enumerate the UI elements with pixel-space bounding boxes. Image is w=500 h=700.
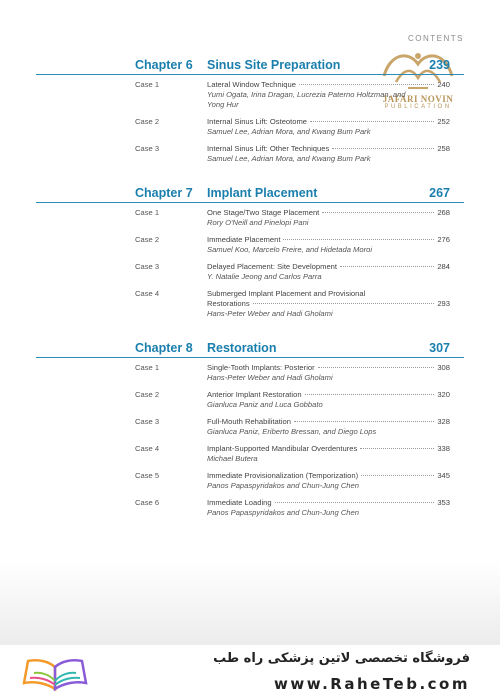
chapter-section xyxy=(0,339,500,518)
chapter-section xyxy=(0,184,500,319)
entry-authors: Y. Natalie Jeong and Carlos Parra xyxy=(207,272,322,281)
toc-entry[interactable] xyxy=(135,208,450,228)
entry-title-row xyxy=(207,363,450,373)
case-number: Case 3 xyxy=(135,262,160,271)
entry-body xyxy=(207,363,450,383)
entry-title-row xyxy=(207,444,450,454)
entry-title: Lateral Window Technique xyxy=(207,80,296,89)
chapter-number: Chapter 8 xyxy=(135,341,193,355)
chapter-page-number: 267 xyxy=(429,186,450,200)
running-head: CONTENTS xyxy=(408,34,464,43)
chapter-number: Chapter 7 xyxy=(135,186,193,200)
entry-title-row xyxy=(207,299,450,309)
entry-title: Implant-Supported Mandibular Overdentures xyxy=(207,444,358,453)
entry-title: Delayed Placement: Site Development xyxy=(207,262,338,271)
toc-entry[interactable] xyxy=(135,417,450,437)
entry-title: Restorations xyxy=(207,299,250,308)
entry-authors: Yong Hur xyxy=(207,100,239,109)
entry-title: Immediate Loading xyxy=(207,498,272,507)
chapter-page-number: 307 xyxy=(429,341,450,355)
dot-leader xyxy=(322,212,434,213)
entry-title: Immediate Provisionalization (Temporization) xyxy=(207,471,359,480)
entry-page-number: 345 xyxy=(437,471,450,480)
case-number: Case 4 xyxy=(135,444,160,453)
entry-title: Internal Sinus Lift: Osteotome xyxy=(207,117,308,126)
dot-leader xyxy=(310,121,434,122)
entry-page-number: 276 xyxy=(437,235,450,244)
entry-authors: Gianluca Paniz and Luca Gobbato xyxy=(207,400,323,409)
entry-title: Full-Mouth Rehabilitation xyxy=(207,417,291,426)
entry-title: Anterior Implant Restoration xyxy=(207,390,302,399)
entry-title-row xyxy=(207,80,450,90)
entry-body xyxy=(207,235,450,255)
entry-title-row xyxy=(207,471,450,481)
case-number: Case 2 xyxy=(135,390,160,399)
entry-body xyxy=(207,117,450,137)
chapter-page-number: 239 xyxy=(429,58,450,72)
entry-body xyxy=(207,80,450,110)
case-number: Case 5 xyxy=(135,471,160,480)
dot-leader xyxy=(283,239,434,240)
entry-authors: Samuel Lee, Adrian Mora, and Kwang Bum Park xyxy=(207,127,371,136)
case-number: Case 3 xyxy=(135,417,160,426)
shop-name: فروشگاه تخصصی لاتین پزشکی راه طب xyxy=(213,651,470,666)
entry-authors: Samuel Koo, Marcelo Freire, and Hidetada Moroi xyxy=(207,245,373,254)
toc-entry[interactable] xyxy=(135,390,450,410)
entry-title-row xyxy=(207,262,450,272)
entry-title-line: Submerged Implant Placement and Provisional xyxy=(207,289,366,298)
entry-page-number: 252 xyxy=(437,117,450,126)
dot-leader xyxy=(360,448,434,449)
entry-title-row xyxy=(207,390,450,400)
entry-authors: Rory O'Neill and Pinelopi Pani xyxy=(207,218,309,227)
chapter-heading[interactable] xyxy=(135,339,450,357)
case-list xyxy=(0,203,500,319)
entry-authors: Samuel Lee, Adrian Mora, and Kwang Bum Park xyxy=(207,154,371,163)
entry-body xyxy=(207,390,450,410)
entry-body xyxy=(207,208,450,228)
entry-authors: Gianluca Paniz, Eriberto Bressan, and Diego Lops xyxy=(207,427,377,436)
chapter-heading[interactable] xyxy=(135,184,450,202)
case-number: Case 1 xyxy=(135,208,160,217)
watermark-subtitle: PUBLICATION xyxy=(384,104,452,110)
entry-title: Internal Sinus Lift: Other Techniques xyxy=(207,144,330,153)
case-number: Case 2 xyxy=(135,117,160,126)
case-number: Case 4 xyxy=(135,289,160,298)
dot-leader xyxy=(340,266,434,267)
dot-leader xyxy=(332,148,434,149)
chapter-title: Implant Placement xyxy=(207,186,318,200)
toc-entry[interactable] xyxy=(135,80,450,110)
case-number: Case 1 xyxy=(135,363,160,372)
watermark-name: JAFARI NOVIN xyxy=(382,94,454,104)
entry-title: Immediate Placement xyxy=(207,235,281,244)
toc-entry[interactable] xyxy=(135,144,450,164)
entry-page-number: 293 xyxy=(437,299,450,308)
open-book-logo-icon xyxy=(20,653,90,695)
entry-authors: Panos Papaspyridakos and Chun-Jung Chen xyxy=(207,508,359,517)
dot-leader xyxy=(275,502,435,503)
entry-page-number: 258 xyxy=(437,144,450,153)
shop-url-link[interactable]: www.RaheTeb.com xyxy=(273,675,470,693)
dot-leader xyxy=(361,475,434,476)
entry-body xyxy=(207,289,450,319)
entry-authors: Hans-Peter Weber and Hadi Gholami xyxy=(207,309,333,318)
entry-authors: Hans-Peter Weber and Hadi Gholami xyxy=(207,373,333,382)
entry-page-number: 320 xyxy=(437,390,450,399)
case-number: Case 1 xyxy=(135,80,160,89)
entry-authors: Panos Papaspyridakos and Chun-Jung Chen xyxy=(207,481,359,490)
toc-entry[interactable] xyxy=(135,262,450,282)
toc-entry[interactable] xyxy=(135,117,450,137)
entry-body xyxy=(207,498,450,518)
entry-title-row xyxy=(207,417,450,427)
chapter-title: Restoration xyxy=(207,341,277,355)
chapter-title: Sinus Site Preparation xyxy=(207,58,341,72)
case-number: Case 2 xyxy=(135,235,160,244)
chapter-heading[interactable] xyxy=(135,56,450,74)
entry-page-number: 328 xyxy=(437,417,450,426)
entry-page-number: 353 xyxy=(437,498,450,507)
toc-entry[interactable] xyxy=(135,363,450,383)
chapter-section xyxy=(0,56,500,164)
entry-title-row xyxy=(207,117,450,127)
entry-page-number: 338 xyxy=(437,444,450,453)
chapter-number: Chapter 6 xyxy=(135,58,193,72)
entry-authors: Yumi Ogata, Irina Dragan, Lucrezia Paterno Holtzman, and xyxy=(207,90,406,99)
entry-title: Single-Tooth Implants: Posterior xyxy=(207,363,315,372)
entry-title-row xyxy=(207,498,450,508)
case-list xyxy=(0,358,500,518)
entry-title: One Stage/Two Stage Placement xyxy=(207,208,320,217)
entry-page-number: 308 xyxy=(437,363,450,372)
table-of-contents xyxy=(0,56,500,525)
entry-body xyxy=(207,471,450,491)
dot-leader xyxy=(299,84,434,85)
entry-authors: Michael Butera xyxy=(207,454,258,463)
dot-leader xyxy=(253,303,435,304)
footer-banner xyxy=(0,645,500,700)
toc-entry[interactable] xyxy=(135,235,450,255)
entry-title-row xyxy=(207,144,450,154)
entry-page-number: 284 xyxy=(437,262,450,271)
entry-body xyxy=(207,444,450,464)
toc-entry[interactable] xyxy=(135,498,450,518)
toc-entry[interactable] xyxy=(135,444,450,464)
entry-body xyxy=(207,144,450,164)
entry-title-row xyxy=(207,208,450,218)
toc-entry[interactable] xyxy=(135,471,450,491)
entry-body xyxy=(207,262,450,282)
dot-leader xyxy=(305,394,435,395)
entry-page-number: 268 xyxy=(437,208,450,217)
entry-page-number: 240 xyxy=(437,80,450,89)
dot-leader xyxy=(318,367,435,368)
toc-entry[interactable] xyxy=(135,289,450,319)
entry-title-row xyxy=(207,235,450,245)
case-number: Case 6 xyxy=(135,498,160,507)
case-number: Case 3 xyxy=(135,144,160,153)
entry-body xyxy=(207,417,450,437)
case-list xyxy=(0,75,500,164)
dot-leader xyxy=(294,421,434,422)
